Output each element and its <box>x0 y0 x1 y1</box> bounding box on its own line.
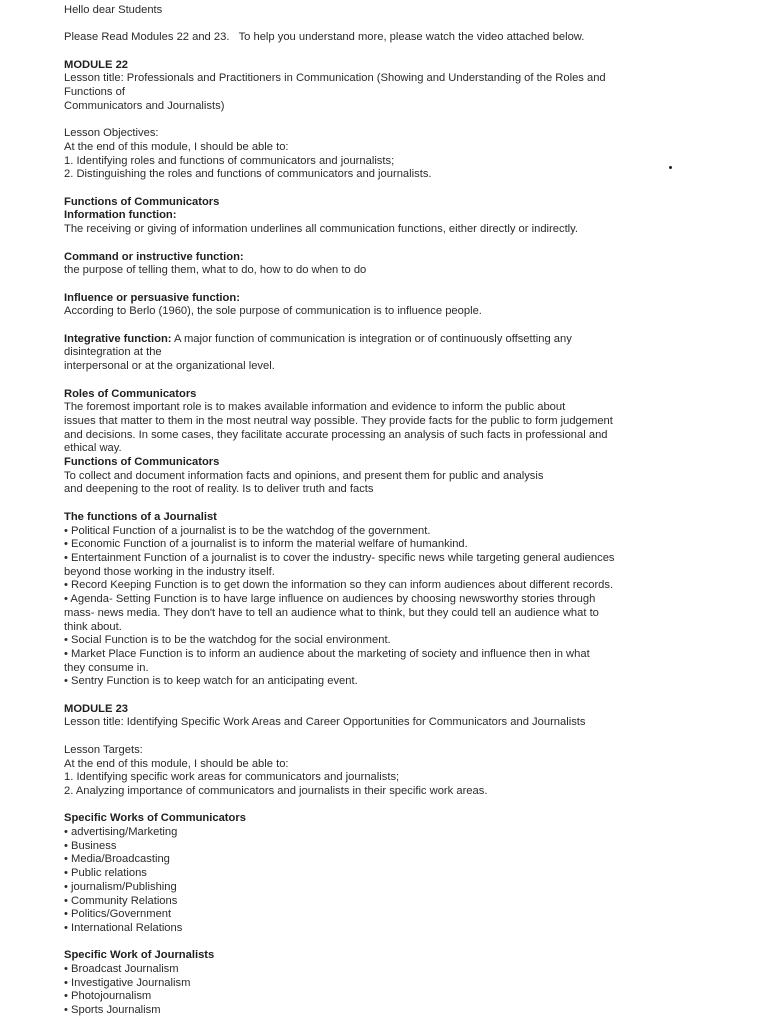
influence-function-text: According to Berlo (1960), the sole purpose of communication is to influence people. <box>64 305 482 318</box>
journalist-function-line: • Economic Function of a journalist is to inform the material welfare of humankind. <box>64 538 468 551</box>
list-item: • Investigative Journalism <box>64 976 191 989</box>
integrative-function-paragraph <box>64 333 744 347</box>
roles-text-line: The foremost important role is to makes available information and evidence to inform the public about <box>64 401 566 414</box>
list-item: • Public relations <box>64 867 147 880</box>
list-item: • Broadcast Journalism <box>64 963 179 976</box>
integrative-function-heading: Integrative function: <box>64 332 172 345</box>
journalist-function-line: • Social Function is to be the watchdog for the social environment. <box>64 634 391 647</box>
list-item: • Media/Broadcasting <box>64 853 170 866</box>
command-function-text: the purpose of telling them, what to do, how to do when to do <box>64 264 367 277</box>
roles-text-line: issues that matter to them in the most neutral way possible. They provide facts for the public to form judgement <box>64 414 613 427</box>
objective-item: 1. Identifying roles and functions of communicators and journalists; <box>64 154 395 167</box>
functions-of-communicators-heading-2: Functions of Communicators <box>64 456 220 469</box>
list-item: • journalism/Publishing <box>64 880 177 893</box>
list-item: • Politics/Government <box>64 908 172 921</box>
target-item: 2. Analyzing importance of communicators and journalists in their specific work areas. <box>64 784 488 797</box>
journalist-function-line: • Record Keeping Function is to get down the information so they can inform audiences about different records. <box>64 579 614 592</box>
information-function-text: The receiving or giving of information underlines all communication functions, either directly or indirectly. <box>64 223 579 236</box>
module-22-lesson-title-line-3: Communicators and Journalists) <box>64 99 225 112</box>
integrative-function-text-line: interpersonal or at the organizational level. <box>64 360 275 373</box>
journalist-works-heading: Specific Work of Journalists <box>64 949 215 962</box>
objectives-heading: Lesson Objectives: <box>64 127 159 140</box>
objective-item: 2. Distinguishing the roles and functions of communicators and journalists. <box>64 168 432 181</box>
document-body <box>64 4 744 1018</box>
communicator-works-heading: Specific Works of Communicators <box>64 812 246 825</box>
journalist-function-line: • Political Function of a journalist is to be the watchdog of the government. <box>64 524 431 537</box>
journalist-function-line: • Market Place Function is to inform an audience about the marketing of society and influence then in what <box>64 647 590 660</box>
list-item: • International Relations <box>64 921 183 934</box>
greeting-text: Hello dear Students <box>64 4 163 16</box>
module-22-lesson-title-line-2: Functions of <box>64 86 125 99</box>
module-23-lesson-title: Lesson title: Identifying Specific Work Areas and Career Opportunities for Communicators and Journalists <box>64 716 586 729</box>
list-item: • Business <box>64 839 117 852</box>
list-item: • advertising/Marketing <box>64 826 178 838</box>
stray-dot-mark <box>669 166 672 169</box>
journalist-function-line: they consume in. <box>64 661 149 674</box>
journalist-function-line: beyond those working in the industry itself. <box>64 565 275 578</box>
targets-heading: Lesson Targets: <box>64 743 143 756</box>
roles-text-line: ethical way. <box>64 442 122 455</box>
information-function-heading: Information function: <box>64 209 177 222</box>
influence-function-heading: Influence or persuasive function: <box>64 291 240 304</box>
module-23-heading: MODULE 23 <box>64 702 129 715</box>
command-function-heading: Command or instructive function: <box>64 250 244 263</box>
integrative-function-text: A major function of communication is integration or of continuously offsetting any <box>171 332 572 345</box>
objectives-intro: At the end of this module, I should be able to: <box>64 140 289 153</box>
target-item: 1. Identifying specific work areas for communicators and journalists; <box>64 771 400 784</box>
intro-text: Please Read Modules 22 and 23. To help you understand more, please watch the video attached below. <box>64 31 585 44</box>
journalist-function-line: • Agenda- Setting Function is to have large influence on audiences by choosing newsworthy stories through <box>64 593 596 606</box>
module-22-heading: MODULE 22 <box>64 58 129 71</box>
module-22-lesson-title-line-1: Lesson title: Professionals and Practitioners in Communication (Showing and Understanding of the Roles and <box>64 72 606 85</box>
list-item: • Sports Journalism <box>64 1004 161 1017</box>
roles-of-communicators-heading: Roles of Communicators <box>64 387 197 400</box>
journalist-function-line: mass- news media. They don't have to tell an audience what to think, but they could tell an audience what to <box>64 606 599 619</box>
functions-of-communicators-heading: Functions of Communicators <box>64 195 220 208</box>
targets-intro: At the end of this module, I should be able to: <box>64 757 289 770</box>
list-item: • Community Relations <box>64 894 178 907</box>
list-item: • Photojournalism <box>64 990 152 1003</box>
journalist-function-line: • Sentry Function is to keep watch for an anticipating event. <box>64 675 358 688</box>
functions-text-line: To collect and document information facts and opinions, and present them for public and analysis <box>64 469 544 482</box>
journalist-function-line: think about. <box>64 620 122 633</box>
roles-text-line: and decisions. In some cases, they facilitate accurate processing an analysis of such facts in professional and <box>64 428 608 441</box>
journalist-function-line: • Entertainment Function of a journalist is to cover the industry- specific news while targeting general audiences <box>64 551 615 564</box>
journalist-functions-heading: The functions of a Journalist <box>64 510 217 523</box>
integrative-function-text-line: disintegration at the <box>64 346 162 359</box>
functions-text-line: and deepening to the root of reality. Is to deliver truth and facts <box>64 483 374 496</box>
